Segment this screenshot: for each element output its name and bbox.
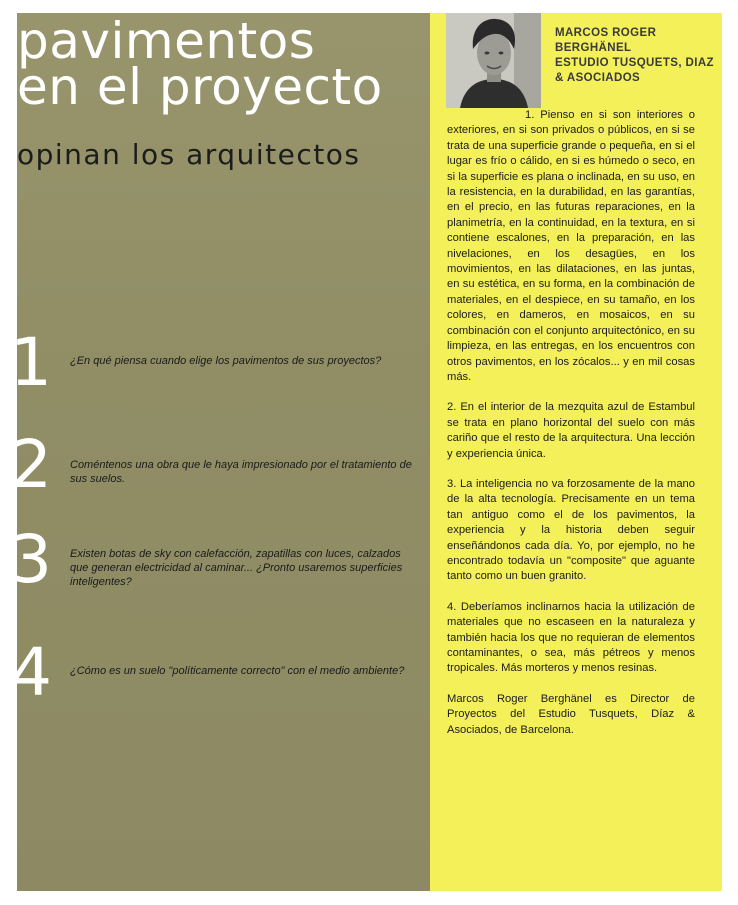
question-number-2: 2 <box>10 426 52 503</box>
question-number-4: 4 <box>10 634 52 711</box>
answers-column <box>447 108 695 753</box>
author-studio: ESTUDIO TUSQUETS, DIAZ & ASOCIADOS <box>555 57 714 84</box>
answer-3: 3. La inteligencia no va forzosamente de la mano de la alta tecnología. Precisamente en un tema tan antiguo como el de los pavimentos, la experiencia y la historia deben seguir enseñándonos cada día. Yo, por ejemplo, no he encontrado todavía un "composite" que aguante tanto como un buen granito. <box>447 477 695 583</box>
question-text-2: Coméntenos una obra que le haya impresionado por el tratamiento de sus suelos. <box>70 459 412 485</box>
author-byline <box>555 26 715 86</box>
title-line-1: pavimentos <box>17 12 316 70</box>
question-text-3: Existen botas de sky con calefacción, zapatillas con luces, calzados que generan electricidad al caminar... ¿Pronto usaremos superficies inteligentes? <box>70 548 403 588</box>
question-number-3: 3 <box>10 521 52 598</box>
answer-2: 2. En el interior de la mezquita azul de Estambul se trata en plano horizontal del suelo con más cariño que el resto de la arquitectura. Una lección y experiencia única. <box>447 401 695 460</box>
author-photo <box>446 13 541 108</box>
title-line-2: en el proyecto <box>17 58 383 116</box>
page-title <box>17 12 383 116</box>
page-subtitle: opinan los arquitectos <box>17 138 361 171</box>
answer-1: 1. Pienso en si son interiores o exteriores, en si son privados o públicos, en si se trata de una superficie grande o pequeña, en si el lugar es frío o cálido, en si es húmedo o seco, en si la superficie es plana o inclinada, en su uso, en la resistencia, en la durabilidad, en las garantías, en el precio, en las futuras reparaciones, en la planimetría, en la continuidad, en la textura, en si contiene escalones, en la preparación, en las nivelaciones, en los desagües, en los movimientos, en las dilataciones, en las juntas, en su estética, en su forma, en la combinación de materiales, en el despiece, en su tamaño, en los colores, en dameros, en mosaicos, en su combinación con el conjunto arquitectónico, en su limpieza, en las entregas, en los encuentros con otros pavimentos, en los zócalos... y en mil cosas más. <box>447 109 695 383</box>
author-bio: Marcos Roger Berghänel es Director de Proyectos del Estudio Tusquets, Díaz & Asociados, de Barcelona. <box>447 692 695 736</box>
author-name: MARCOS ROGER BERGHÄNEL <box>555 27 657 54</box>
question-text-4: ¿Cómo es un suelo "políticamente correcto" con el medio ambiente? <box>70 665 405 677</box>
question-text-1: ¿En qué piensa cuando elige los pavimentos de sus proyectos? <box>70 355 382 367</box>
answer-4: 4. Deberíamos inclinarnos hacia la utilización de materiales que no escaseen en la naturaleza y también hacia los que no requieran de elementos contaminantes, o sea, más pétreos y menos tropicales. Más morteros y menos resinas. <box>447 600 695 675</box>
portrait-image <box>446 13 541 108</box>
question-number-1: 1 <box>10 324 52 401</box>
